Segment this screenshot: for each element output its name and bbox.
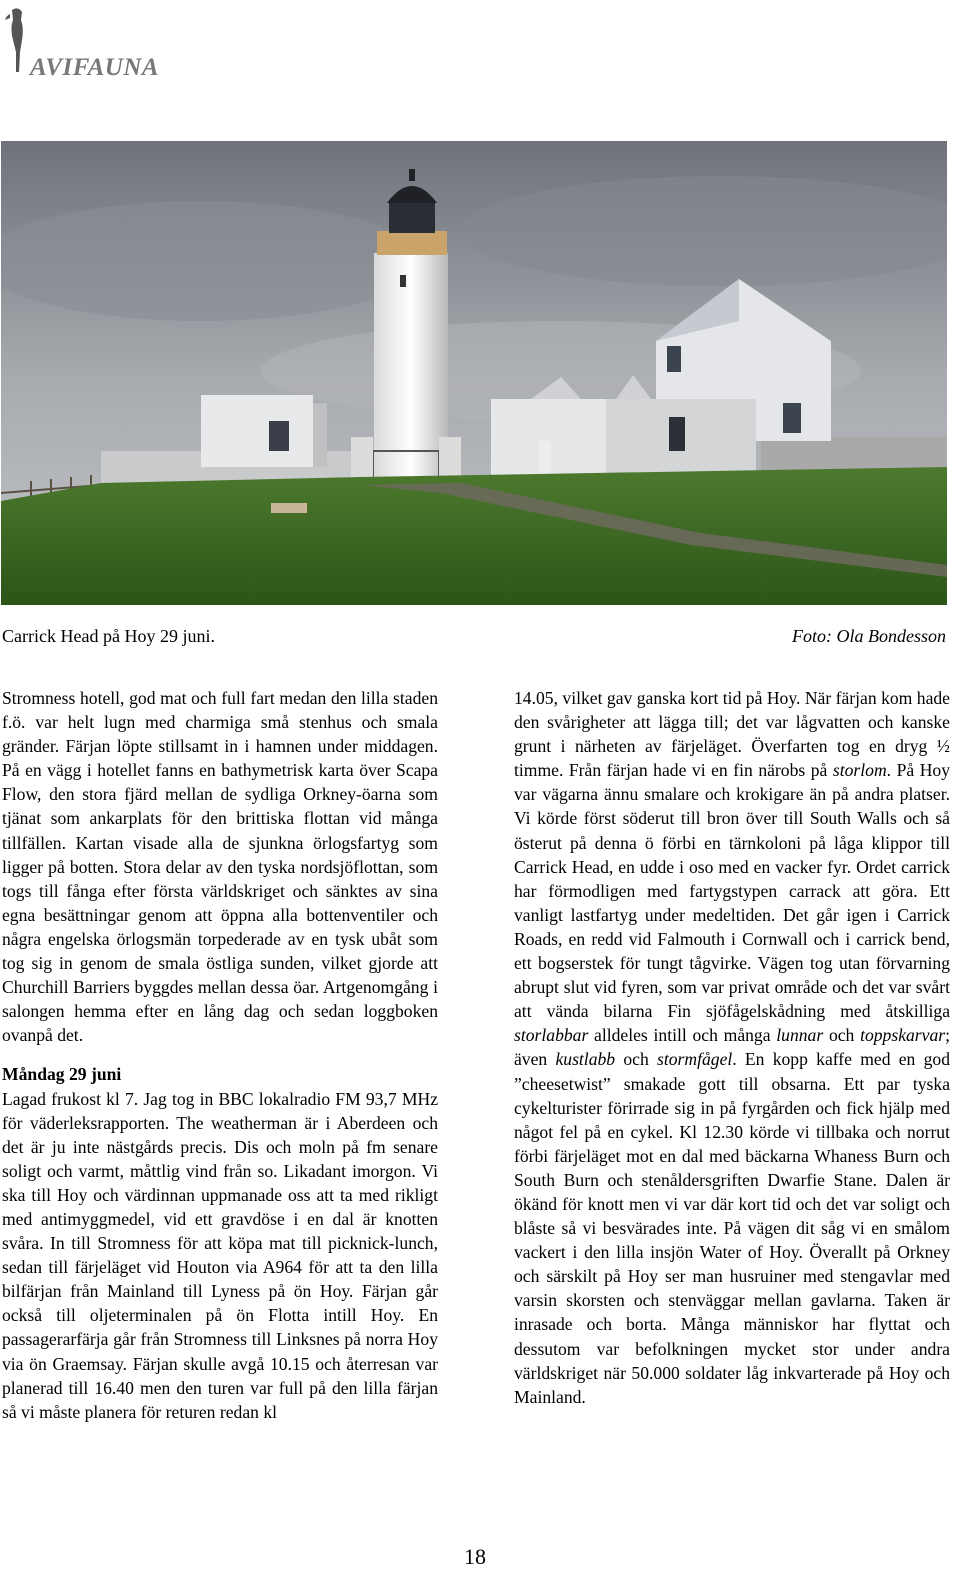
- species-name: stormfågel: [657, 1049, 733, 1070]
- species-name: toppskarvar: [860, 1025, 946, 1046]
- species-name: storlabbar: [514, 1025, 589, 1046]
- text-segment: ; även: [514, 1025, 950, 1070]
- page-number: 18: [464, 1544, 486, 1569]
- text-column-right: [514, 686, 950, 1409]
- section-heading: Måndag 29 juni: [2, 1064, 122, 1085]
- paragraph: Lagad frukost kl 7. Jag tog in BBC lokalradio FM 93,7 MHz för väderleksrapporten. The weatherman är i Aberdeen och det är ju inte nästgårds precis. Dis och moln på fm senare soligt och varmt, måttlig vind från so. Likadant imorgon. Vi ska till Hoy och värdinnan uppmanade oss att ta med rikligt med antimyggmedel, vid ett gravdöse i en dal är knotten svåra. In till Stromness för att köpa mat till picknick-lunch, sedan till färjeläget vid Houton via A964 för att ta den lilla bilfärjan från Mainland till Lyness på ön Hoy. Färjan går också till oljeterminalen på ön Flotta intill Hoy. En passagerarfärja går från Stromness till Linksnes på norra Hoy via ön Graemsay. Färjan skulle avgå 10.15 och återresan var planerad till 16.40 men den turen var full på den lilla färjan så vi måste planera för returen redan kl: [2, 1088, 438, 1422]
- paragraph: Stromness hotell, god mat och full fart medan den lilla staden f.ö. var helt lugn med charmiga små stenhus och smala gränder. Färjan löpte stillsamt in i hamnen under middagen. På en vägg i hotellet fanns en bathymetrisk karta över Scapa Flow, den stora fjärd mellan de sydliga Orkney-öarna som tjänat som ankarplats för den brittiska flottan vid många tillfällen. Kartan visade alla de sjunkna örlogsfartyg som ligger på botten. Stora delar av den tyska nordsjöflottan, som togs till fånga efter första världskriget och sänktes av sina egna besättningar genom att öppna alla bottenventiler och några engelska örlogsmän torpederade av en tysk ubåt som tog sig in genom de smala östliga sunden, vilket gjorde att Churchill Barriers byggdes mellan dessa öar. Artgenomgång i salongen hemma efter en lång dag och sedan loggboken ovanpå det.: [2, 688, 438, 1046]
- species-name: lunnar: [776, 1025, 824, 1046]
- species-name: kustlabb: [555, 1049, 616, 1070]
- photo-credit: Foto: Ola Bondesson: [792, 626, 946, 646]
- logo-text: AVIFAUNA: [30, 54, 160, 81]
- text-segment: . På Hoy var vägarna ännu smalare och krokigare än på andra platser. Vi körde först söderut till bron över till South Walls och så österut på denna ö förbi en tärnkoloni på låga klippor till Carrick Head, en udde i oso med en vacker fyr. Ordet carrick har förmodligen med fartygstypen carrack att göra. Ett vanligt lastfartyg under medeltiden. Det går igen i Carrick Roads, en redd vid Falmouth i Cornwall och i carrick bend, ett bogserstek för tungt tågvirke. Vägen tog utan förvarning abrupt slut vid fyren, som var privat område och det var svårt att vända bilarna Fin sjöfågelskådning med åtskilliga: [514, 760, 950, 1022]
- paragraph: [514, 686, 950, 1409]
- text-segment: alldeles intill och många: [588, 1025, 777, 1046]
- text-segment: och: [615, 1049, 657, 1070]
- text-column-left: [2, 686, 438, 1424]
- lighthouse-photo: [1, 141, 947, 605]
- avifauna-logo: [4, 6, 174, 81]
- text-segment: . En kopp kaffe med en god ”cheesetwist” smakade gott till obsarna. Ett par tyska cykelturister förirrade sig in på fyrgården och fick hjälp med något fel på en cykel. Kl 12.30 körde vi tillbaka och norrut förbi färjeläget mot en dal med bäckarna Whaness Burn och South Burn och stenåldersgriften Dwarfie Stane. Dalen är ökänd för knott men vi var där kort tid och det var soligt och blåste så vi besvärades inte. På vägen dit såg vi en smålom vackert i den lilla insjön Water of Hoy. Överallt på Orkney och särskilt på Hoy ser man husruiner med stengavlar med varsin skorsten och stenväggar mellan gavlarna. Taken är inrasade och borta. Många människor har flyttat och dessutom var befolkningen mycket stor under andra världskriget när 50.000 soldater låg inkvarterade på Hoy och Mainland.: [514, 1049, 950, 1407]
- photo-caption: Carrick Head på Hoy 29 juni.: [2, 626, 215, 646]
- text-segment: och: [823, 1025, 861, 1046]
- species-name: storlom: [832, 760, 887, 781]
- text-segment: 14.05, vilket gav ganska kort tid på Hoy. När färjan kom hade den svårigheter att lägga till; det var lågvatten och kanske grunt i närheten av färjeläget. Överfarten tog en dryg ½ timme. Från färjan hade vi en fin närobs på: [514, 688, 950, 781]
